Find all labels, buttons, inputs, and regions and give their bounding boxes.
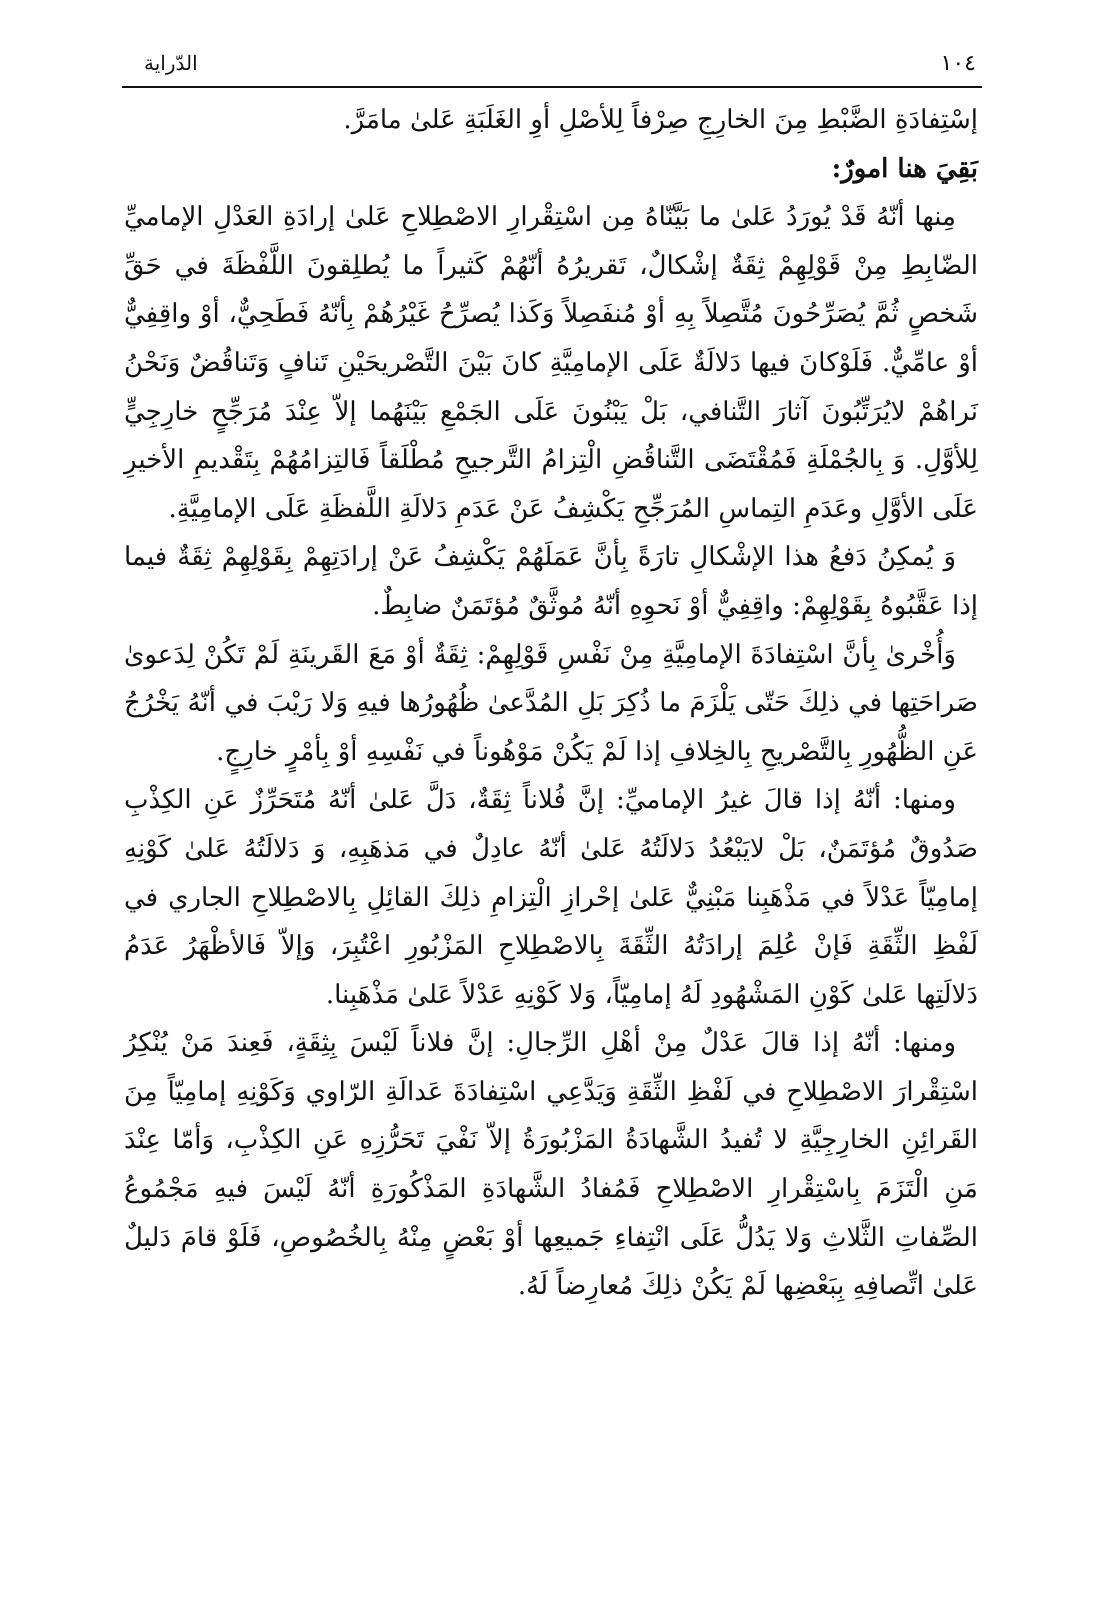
page-number: ١٠٤ — [940, 50, 976, 76]
paragraph-first-issue: مِنها أنّهُ قَدْ يُورَدُ عَلىٰ ما بَيَّنّاهُ مِن اسْتِقْرارِ الاصْطِلاحِ عَلىٰ إرادَةِ العَدْلِ الإماميِّ الضّابِطِ مِنْ قَوْلِهِمْ ثِقَةٌ إشْكالٌ، تَقريرُهُ أنّهُمْ كَثيراً ما يُطلِقونَ اللَّفْظَةَ في حَقِّ شَخصٍ ثُمَّ يُصَرِّحُونَ مُتَّصِلاً بِهِ أوْ مُنفَصِلاً وَكَذا يُصرِّحُ غَيْرُهُمْ بِأنّهُ فَطَحِيٌّ، أوْ واقِفِيٌّ أوْ عامِّيٌّ. فَلَوْكانَ فيها دَلالَةٌ عَلَى الإمامِيَّةِ كانَ بَيْنَ التَّصْريحَيْنِ تَنافٍ وَتَناقُضٌ وَنَحْنُ نَراهُمْ لايُرَتِّبُونَ آثارَ التَّنافي، بَلْ يَبْنُونَ عَلَى الجَمْعِ بَيْنَهُما إلاّ عِنْدَ مُرَجِّحٍ خارِجِيٍّ لِلأوَّلِ. وَ بِالجُمْلَةِ فَمُقْتَضَى التَّناقُضِ الْتِزامُ التَّرجيحِ مُطْلَقاً فَالتِزامُهُمْ بِتَقْديمِ الأخيرِ عَلَى الأوَّلِ وعَدَمِ التِماسِ المُرَجِّحِ يَكْشِفُ عَنْ عَدَمِ دَلالَةِ اللَّفظَةِ عَلَى الإمامِيَّةِ. — [124, 202, 978, 524]
paragraph-second-issue: ومنها: أنّهُ إذا قالَ غيرُ الإماميِّ: إنَّ فُلاناً ثِقَةٌ، دَلَّ عَلىٰ أنّهُ مُتَحَرِّزٌ عَنِ الكِذْبِ صَدُوقٌ مُؤتَمَنٌ، بَلْ لايَبْعُدُ دَلالَتُهُ عَلىٰ أنّهُ عادِلٌ في مَذهَبِهِ، وَ دَلالَتُهُ عَلىٰ كَوْنِهِ إمامِيّاً عَدْلاً في مَذْهَبِنا مَبْنِيٌّ عَلىٰ إحْرازِ الْتِزامِ ذلِكَ القائِلِ بِالاصْطِلاحِ الجاري في لَفْظِ الثِّقَةِ فَإنْ عُلِمَ إرادَتُهُ الثِّقَةَ بِالاصْطِلاحِ المَزْبُورِ اعْتُبِرَ، وَإلاّ فَالأظْهَرُ عَدَمُ دَلالَتِها عَلىٰ كَوْنِ المَشْهُودِ لَهُ إمامِيّاً، وَلا كَوْنِهِ عَدْلاً عَلىٰ مَذْهَبِنا. — [124, 785, 978, 1010]
paragraph-third-issue: ومنها: أنّهُ إذا قالَ عَدْلٌ مِنْ أهْلِ الرِّجالِ: إنَّ فلاناً لَيْسَ بِثِقَةٍ، فَعِندَ مَنْ يُنْكِرُ اسْتِقْرارَ الاصْطِلاحِ في لَفْظِ الثِّقَةِ وَيَدَّعِي اسْتِفادَةَ عَدالَةِ الرّاوي وَكَوْنِهِ إمامِيّاً مِنَ القَرائِنِ الخارِجِيَّةِ لا تُفيدُ الشَّهادَةُ المَزْبُورَةُ إلاّ نَفْيَ تَحَرُّزِهِ عَنِ الكِذْبِ، وَأمّا عِنْدَ مَنِ الْتَزَمَ بِاسْتِقْرارِ الاصْطِلاحِ فَمُفادُ الشَّهادَةِ المَذْكُورَةِ أنّهُ لَيْسَ فيهِ مَجْمُوعُ الصِّفاتِ الثَّلاثِ وَلا يَدُلُّ عَلَى انْتِفاءِ جَميعِها أوْ بَعْضٍ مِنْهُ بِالخُصُوصِ، فَلَوْ قامَ دَليلٌ عَلىٰ اتِّصافِهِ بِبَعْضِها لَمْ يَكُنْ ذلِكَ مُعارِضاً لَهُ. — [124, 1028, 978, 1302]
page-body — [124, 96, 978, 1446]
page-header — [120, 40, 980, 86]
paragraph-first-answer: وَ يُمكِنُ دَفعُ هذا الإشْكالِ تارَةً بِأنَّ عَمَلَهُمْ يَكْشِفُ عَنْ إرادَتِهِمْ بِقَوْلِهِمْ ثِقَةٌ فيما إذا عَقَّبُوهُ بِقَوْلِهِمْ: واقِفِيٌّ أوْ نَحوِهِ أنّهُ مُوثَّقٌ مُؤتَمَنٌ ضابِطٌ. — [124, 542, 978, 621]
running-title: الدّراية — [144, 51, 198, 75]
header-rule — [122, 86, 982, 88]
section-subheading: بَقِيَ هنا امورٌ: — [831, 153, 978, 184]
paragraph-continuation: إسْتِفادَةِ الضَّبْطِ مِنَ الخارِجِ صِرْفاً لِلأصْلِ أوِ الغَلَبَةِ عَلىٰ مامَرَّ. — [343, 105, 978, 135]
paragraph-second-answer: وَأُخْرىٰ بِأنَّ اسْتِفادَةَ الإمامِيَّةِ مِنْ نَفْسِ قَوْلِهِمْ: ثِقَةٌ أوْ مَعَ القَرينَةِ لَمْ تَكُنْ لِدَعوىٰ صَراحَتِها في ذلِكَ حَتّى يَلْزَمَ ما ذُكِرَ بَلِ المُدَّعىٰ ظُهُورُها فيهِ وَلا رَيْبَ في أنّهُ يَخْرُجُ عَنِ الظُّهُورِ بِالتَّصْريحِ بِالخِلافِ إذا لَمْ يَكُنْ مَوْهُوناً في نَفْسِهِ أوْ بِأمْرٍ خارِجٍ. — [124, 639, 978, 767]
